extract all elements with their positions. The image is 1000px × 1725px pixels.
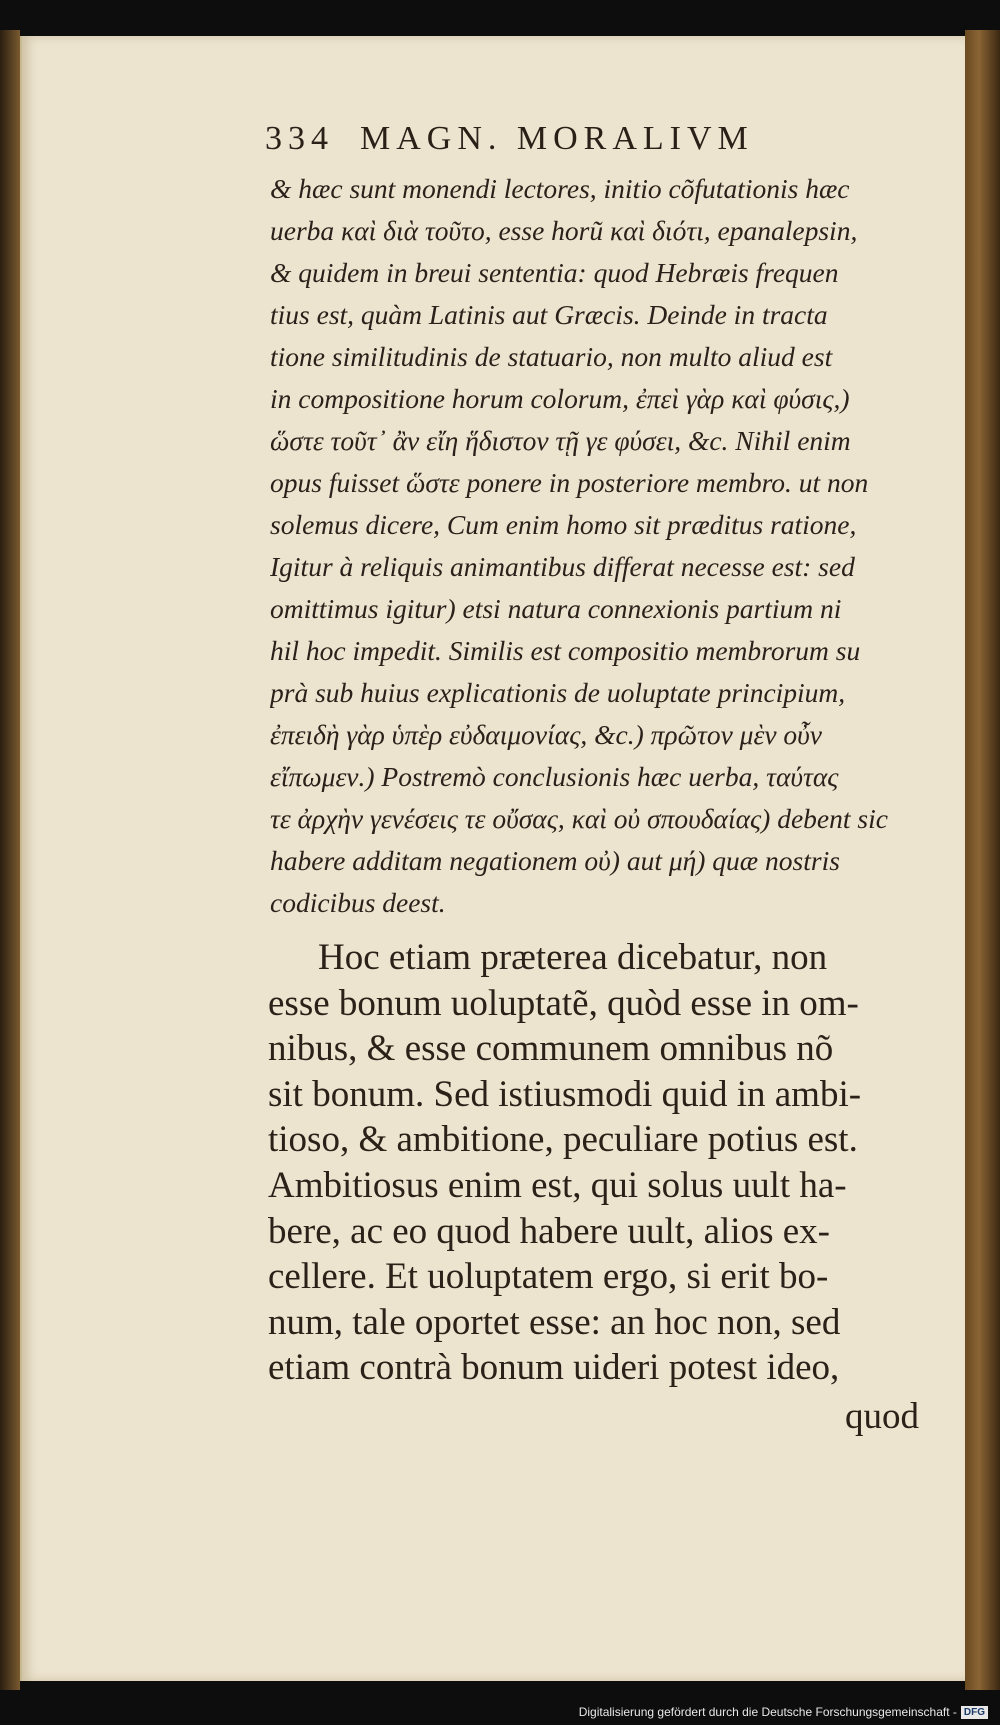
commentary-line: ὥστε τοῦτ᾽ ἂν εἴη ἥδιστον τῇ γε φύσει, &c. Nihil enim [270,425,851,456]
commentary-line: tione similitudinis de statuario, non multo aliud est [270,341,833,372]
commentary-block [270,168,910,924]
commentary-line: hil hoc impedit. Similis est compositio membrorum su [270,635,861,666]
commentary-line: solemus dicere, Cum enim homo sit præditus ratione, [270,509,857,540]
catchword: quod [845,1396,919,1437]
book-spine-edge [965,30,1000,1690]
commentary-line: tius est, quàm Latinis aut Græcis. Deinde in tracta [270,299,828,330]
commentary-line: & hæc sunt monendi lectores, initio cõfutationis hæc [270,173,850,204]
commentary-line: habere additam negationem οὐ) aut μή) quæ nostris [270,845,840,876]
commentary-line: opus fuisset ὥστε ponere in posteriore membro. ut non [270,467,869,498]
running-header [265,120,905,170]
commentary-line: codicibus deest. [270,887,446,918]
commentary-line: uerba καὶ διὰ τοῦτο, esse horũ καὶ διότι, epanalepsin, [270,215,858,246]
dfg-logo-icon: DFG [961,1706,988,1719]
digitization-credit [579,1705,988,1719]
main-text-line: esse bonum uoluptatẽ, quòd esse in om- [268,982,859,1024]
main-text-line: Ambitiosus enim est, qui solus uult ha- [268,1164,847,1206]
commentary-line: prà sub huius explicationis de uoluptate principium, [270,677,846,708]
main-text-line: sit bonum. Sed istiusmodi quid in ambi- [268,1073,862,1115]
commentary-line: in compositione horum colorum, ἐπεὶ γὰρ καὶ φύσις,) [270,383,850,414]
main-text-line: etiam contrà bonum uideri potest ideo, [268,1347,840,1389]
commentary-line: Igitur à reliquis animantibus differat necesse est: sed [270,551,855,582]
main-text-line: tioso, & ambitione, peculiare potius est. [268,1119,858,1161]
commentary-line: & quidem in breui sententia: quod Hebræis frequen [270,257,839,288]
main-text-line: num, tale oportet esse: an hoc non, sed [268,1301,841,1343]
commentary-line: εἴπωμεν.) Postremò conclusionis hæc uerba, ταύτας [270,761,839,792]
main-text-line: cellere. Et uoluptatem ergo, si erit bo- [268,1256,829,1298]
page-number: 334 [265,120,334,157]
running-title: MAGN. MORALIVM [360,120,754,157]
main-text-line: nibus, & esse communem omnibus nõ [268,1028,834,1070]
main-text-block [268,935,918,1391]
commentary-line: τε ἀρχὴν γενέσεις τε οὔσας, καὶ οὐ σπουδαίας) debent sic [270,803,888,834]
credit-text: Digitalisierung gefördert durch die Deutsche Forschungsgemeinschaft - [578,1705,957,1719]
book-left-edge [0,30,20,1690]
main-text-line: bere, ac eo quod habere uult, alios ex- [268,1210,830,1252]
commentary-line: ἐπειδὴ γὰρ ὑπὲρ εὐδαιμονίας, &c.) πρῶτον μὲν οὖν [270,719,822,750]
main-text-line: Hoc etiam præterea dicebatur, non [318,937,828,978]
commentary-line: omittimus igitur) etsi natura connexionis partium ni [270,593,842,624]
